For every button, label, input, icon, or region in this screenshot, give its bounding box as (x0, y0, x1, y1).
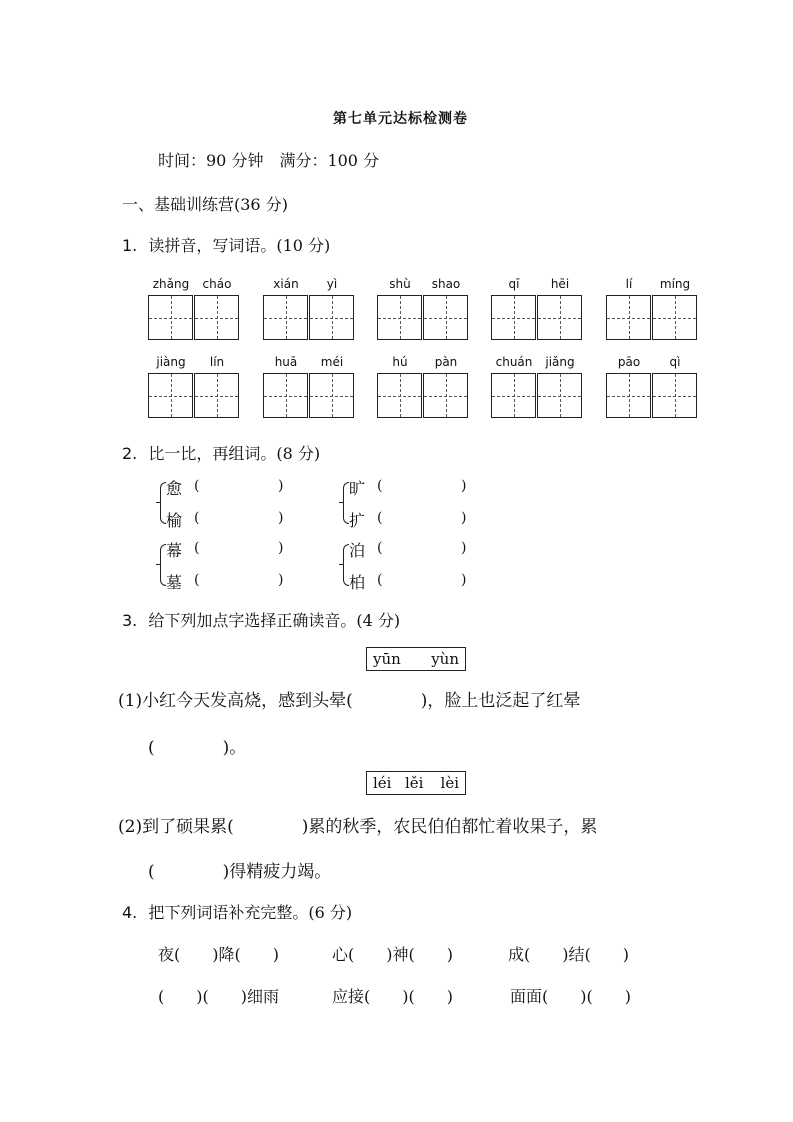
writing-cell[interactable] (309, 373, 354, 418)
pinyin-label: huā (274, 355, 298, 369)
exam-meta: 时间：90 分钟 满分：100 分 (158, 151, 380, 170)
q1-heading (122, 233, 330, 256)
writing-cell[interactable] (423, 295, 468, 340)
q3-prompt: 给下列加点字选择正确读音。(4 分) (148, 611, 401, 630)
compare-char: 柏 (349, 573, 366, 592)
q3-sentence-2b: ( )得精疲力竭。 (148, 862, 332, 882)
choice-yun4: yùn (431, 650, 459, 668)
answer-open-paren: ( (377, 510, 383, 526)
compare-char: 泊 (349, 541, 366, 560)
pinyin-label: qī (508, 277, 520, 291)
idiom-4: ( )( )细雨 (158, 987, 279, 1006)
pinyin-label: chuán (495, 355, 533, 369)
compare-char: 榆 (166, 511, 183, 530)
q2-number: 2. (122, 444, 138, 463)
writing-cell[interactable] (606, 373, 651, 418)
writing-cell[interactable] (148, 295, 193, 340)
answer-close-paren: ) (278, 572, 284, 588)
pinyin-label: jiàng (156, 355, 186, 369)
q3-number: 3. (122, 611, 138, 630)
q3-sentence-2a: (2)到了硕果累( )累的秋季，农民伯伯都忙着收果子，累 (118, 817, 598, 837)
writing-cell[interactable] (423, 373, 468, 418)
writing-cell[interactable] (148, 373, 193, 418)
writing-cell[interactable] (537, 373, 582, 418)
writing-cell[interactable] (537, 295, 582, 340)
choice-lei4: lèi (440, 774, 459, 792)
answer-open-paren: ( (194, 478, 200, 494)
page-title: 第七单元达标检测卷 (333, 111, 468, 127)
pinyin-label: hēi (550, 277, 570, 291)
pinyin-label: jiǎng (545, 355, 575, 369)
answer-close-paren: ) (461, 540, 467, 556)
answer-close-paren: ) (278, 478, 284, 494)
idiom-3: 成( )结( ) (508, 945, 629, 964)
answer-close-paren: ) (461, 572, 467, 588)
idiom-2: 心( )神( ) (332, 945, 453, 964)
q4-number: 4. (122, 903, 138, 922)
writing-cell[interactable] (263, 373, 308, 418)
pinyin-label: shao (431, 277, 461, 291)
pinyin-label: hú (392, 355, 408, 369)
answer-open-paren: ( (194, 510, 200, 526)
compare-char: 愈 (166, 479, 183, 498)
q4-heading (122, 900, 352, 923)
compare-char: 幕 (166, 541, 183, 560)
writing-cell[interactable] (194, 295, 239, 340)
idiom-1: 夜( )降( ) (158, 945, 279, 964)
writing-cell[interactable] (377, 373, 422, 418)
writing-cell[interactable] (652, 295, 697, 340)
answer-open-paren: ( (377, 572, 383, 588)
q2-prompt: 比一比，再组词。(8 分) (148, 444, 321, 463)
answer-close-paren: ) (278, 540, 284, 556)
pinyin-label: xián (273, 277, 299, 291)
pinyin-label: yì (326, 277, 338, 291)
answer-close-paren: ) (461, 478, 467, 494)
q1-prompt: 读拼音，写词语。(10 分) (148, 236, 331, 255)
pinyin-label: cháo (202, 277, 232, 291)
q3-sentence-1b: ( )。 (148, 738, 247, 758)
q1-number: 1. (122, 236, 138, 255)
writing-cell[interactable] (491, 295, 536, 340)
writing-cell[interactable] (652, 373, 697, 418)
q2-heading (122, 441, 320, 464)
writing-cell[interactable] (309, 295, 354, 340)
q3-sentence-1a: (1)小红今天发高烧，感到头晕( )，脸上也泛起了红晕 (118, 691, 581, 711)
writing-cell[interactable] (263, 295, 308, 340)
idiom-6: 面面( )( ) (510, 987, 631, 1006)
pinyin-label: míng (659, 277, 691, 291)
answer-open-paren: ( (194, 572, 200, 588)
compare-char: 扩 (349, 511, 366, 530)
pinyin-choice-box-2 (366, 771, 466, 795)
choice-lei3: lěi (405, 774, 424, 792)
pinyin-label: lí (625, 277, 633, 291)
writing-cell[interactable] (194, 373, 239, 418)
writing-cell[interactable] (606, 295, 651, 340)
pinyin-label: lín (209, 355, 225, 369)
q3-heading (122, 608, 400, 631)
answer-open-paren: ( (377, 478, 383, 494)
choice-lei2: léi (373, 774, 392, 792)
pinyin-choice-box-1 (366, 647, 466, 671)
section-heading: 一、基础训练营(36 分) (122, 195, 288, 214)
compare-char: 墓 (166, 573, 183, 592)
writing-cell[interactable] (377, 295, 422, 340)
q4-prompt: 把下列词语补充完整。(6 分) (148, 903, 353, 922)
pinyin-label: shù (389, 277, 411, 291)
pinyin-label: pàn (434, 355, 458, 369)
pinyin-label: qì (669, 355, 681, 369)
answer-close-paren: ) (461, 510, 467, 526)
pinyin-label: pāo (617, 355, 641, 369)
answer-close-paren: ) (278, 510, 284, 526)
choice-yun1: yūn (373, 650, 401, 668)
answer-open-paren: ( (194, 540, 200, 556)
compare-char: 旷 (349, 479, 366, 498)
writing-cell[interactable] (491, 373, 536, 418)
pinyin-label: méi (320, 355, 344, 369)
answer-open-paren: ( (377, 540, 383, 556)
idiom-5: 应接( )( ) (332, 987, 453, 1006)
pinyin-label: zhǎng (152, 277, 190, 291)
